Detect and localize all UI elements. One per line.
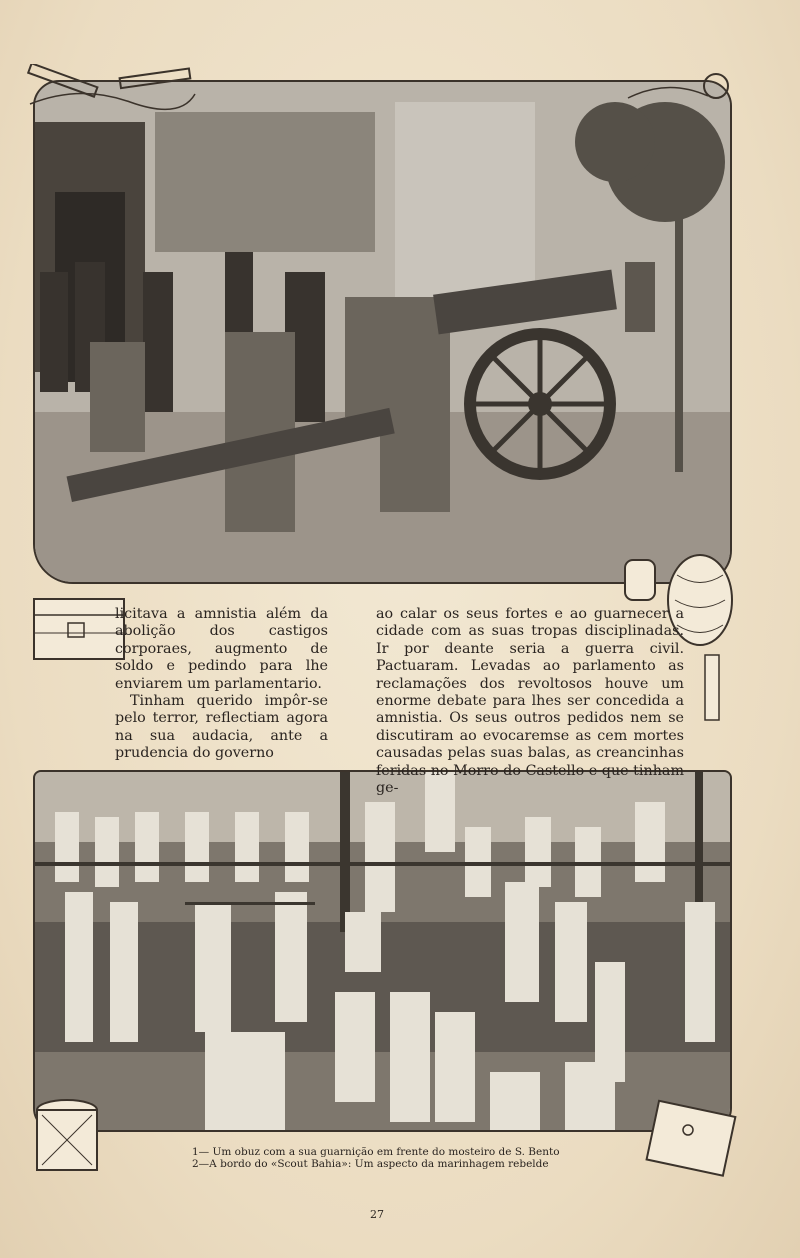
cartridge-box-ornament-icon — [640, 1088, 750, 1188]
page-number: 27 — [370, 1208, 384, 1221]
photo-captions — [192, 1146, 632, 1170]
swords-ornament-icon — [20, 64, 200, 114]
spyglass-ornament-icon — [618, 68, 738, 118]
paragraph: ao calar os seus fortes e ao guarnecer a cidade com as suas tropas disciplinadas. Ir por deante seria a guerra civil. Pactuaram. Levadas ao parlamento as reclamações dos revoltosos houve um enorme debate para lhes ser concedida a amnistia. Os seus outros pedidos nem se discutiram ao evocaremse as cem mortes causadas pelas suas balas, as creancinhas feridas no Morro do Castello e que tinham ge- — [376, 606, 684, 797]
paragraph: Tinham querido impôr-se pelo terror, reflectiam agora na sua audacia, ante a prudencia do governo — [115, 693, 328, 762]
article-text-left-column — [115, 606, 328, 763]
photo-sailors-scene — [35, 772, 730, 1130]
photo-howitzer-scene — [35, 82, 730, 582]
photo-howitzer-crew — [33, 80, 732, 584]
photo-sailors-aboard — [33, 770, 732, 1132]
article-text-right-column — [376, 606, 684, 797]
caption-1: 1— Um obuz com a sua guarnição em frente do mosteiro de S. Bento — [192, 1146, 560, 1158]
drum-ornament-icon — [22, 1090, 132, 1190]
caption-2: 2—A bordo do «Scout Bahia»: Um aspecto da marinhagem rebelde — [192, 1158, 549, 1170]
paragraph: licitava a amnistia além da abolição dos castigos corporaes, augmento de soldo e pedindo para lhe enviarem um parlamentario. — [115, 606, 328, 692]
